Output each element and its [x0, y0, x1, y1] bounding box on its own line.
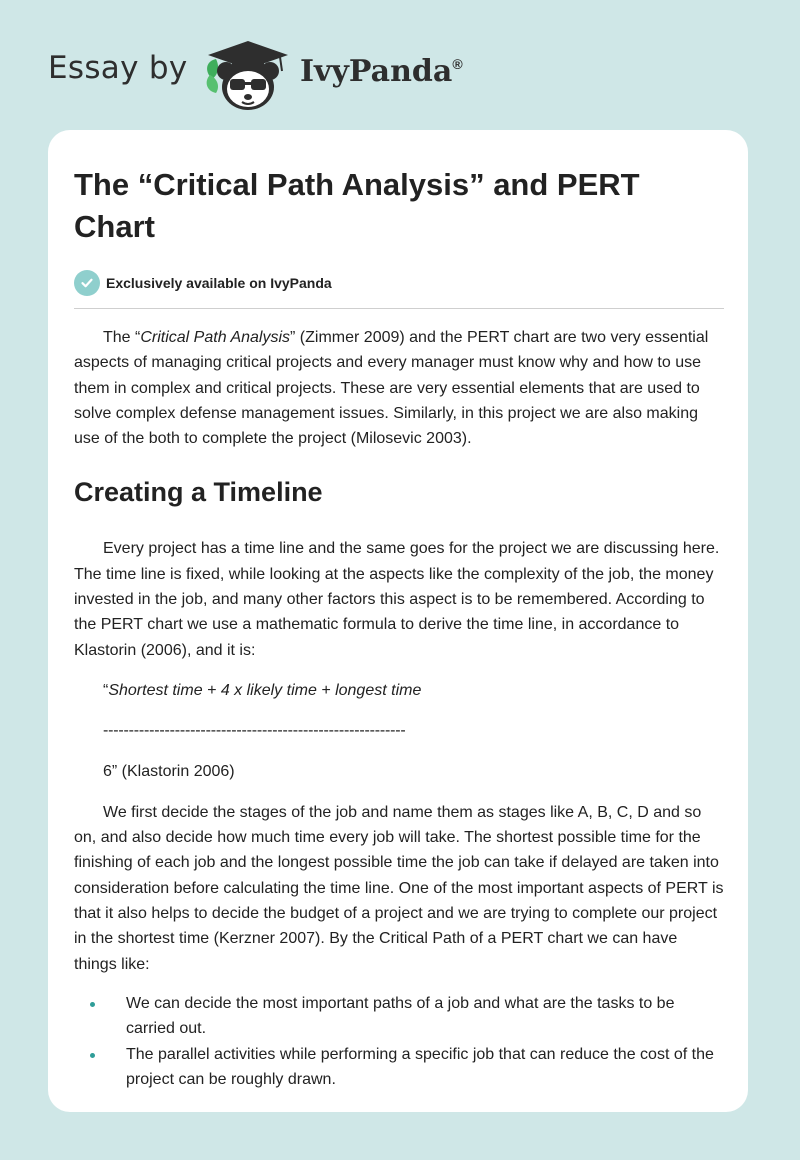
formula-denominator: 6” (Klastorin 2006) [103, 762, 235, 780]
list-item: We can decide the most important paths of a job and what are the tasks to be carried out. [74, 991, 724, 1042]
check-circle-icon [74, 270, 100, 296]
italic-term: Critical Path Analysis [140, 329, 291, 346]
divider [74, 308, 724, 309]
bullet-list [74, 991, 724, 1092]
list-item: The parallel activities while performing a specific job that can reduce the cost of the project can be roughly drawn. [74, 1042, 724, 1093]
essay-card [48, 130, 748, 1112]
registered-mark: ® [452, 56, 463, 72]
formula-numerator: “Shortest time + 4 x likely time + longest time [103, 681, 422, 699]
bullet-dot-icon [90, 1002, 95, 1007]
paragraph-stages: We first decide the stages of the job and name them as stages like A, B, C, D and so on, and also decide how much time every job will take. The shortest possible time for the finishing of each job and the longest possible time the job can take if delayed are taken into consideration before calculating the time line. One of the most important aspects of PERT is that it also helps to decide the budget of a project and we are trying to complete our project in the shortest time (Kerzner 2007). By the Critical Path of a PERT chart we can have things like: [74, 803, 724, 973]
formula-fraction-line: ----------------------------------------------------------- [103, 722, 406, 740]
page-title: The “Critical Path Analysis” and PERT Chart [74, 167, 640, 244]
brand-name[interactable]: IvyPanda® [300, 54, 463, 89]
brand-prefix: Essay by [48, 50, 188, 86]
section-heading: Creating a Timeline [74, 477, 323, 508]
paragraph-intro: The “Critical Path Analysis” (Zimmer 2009) and the PERT chart are two very essential aspects of managing critical projects and every manager must know why and how to use them in complex and critical projects. These are very essential elements that are used to solve complex defense management issues. Similarly, in this project we are also making use of the both to complete the project (Milosevic 2003). [74, 329, 709, 448]
essay-content [74, 164, 724, 1092]
badge-label: Exclusively available on IvyPanda [106, 275, 332, 291]
panda-graduation-cap-icon[interactable] [202, 35, 294, 113]
bullet-dot-icon [90, 1053, 95, 1058]
paragraph-timeline: Every project has a time line and the same goes for the project we are discussing here. The time line is fixed, while looking at the aspects like the complexity of the job, the money invested in the job, and many other factors this aspect is to be remembered. According to the PERT chart we use a mathematic formula to derive the time line, in accordance to Klastorin (2006), and it is: [74, 540, 720, 659]
site-header [0, 0, 800, 130]
exclusive-badge [74, 270, 724, 296]
